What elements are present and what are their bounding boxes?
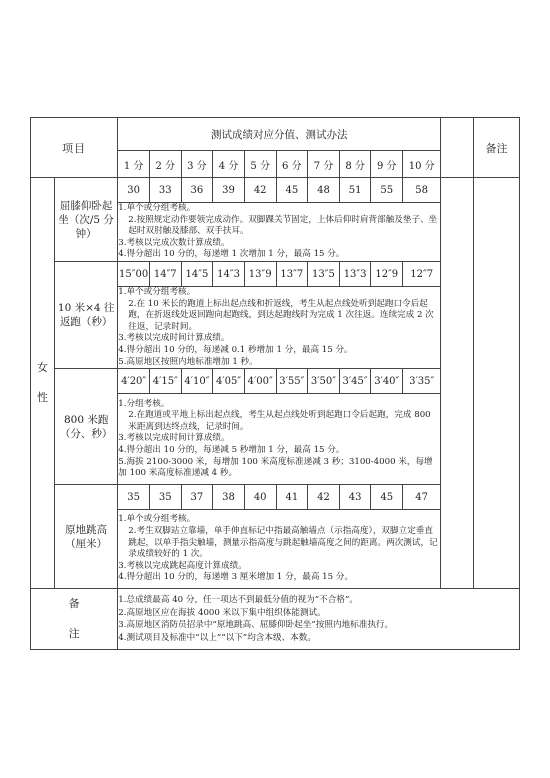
score-value: 4′10″ <box>181 369 213 394</box>
score-value: 35 <box>149 485 181 510</box>
method-line: 4.得分超出 10 分的，每递增 1 次增加 1 分，最高 15 分。 <box>118 249 345 260</box>
score-value: 3′55″ <box>276 369 308 394</box>
score-value: 3′45″ <box>339 369 371 394</box>
score-value: 45 <box>276 178 308 203</box>
score-value: 3′50″ <box>308 369 340 394</box>
test-name: 屈膝仰卧起坐（次/5 分钟） <box>55 178 118 262</box>
score-value: 40 <box>244 485 276 510</box>
method-line: 5.海拔 2100-3000 米，每增加 100 米高度标准递减 3 秒；3100-4000 米，每增加 100 米高度标准递减 4 秒。 <box>118 456 433 479</box>
score-value: 13″3 <box>339 262 371 287</box>
score-value: 48 <box>308 178 340 203</box>
score-value: 13″9 <box>244 262 276 287</box>
score-value: 15″00 <box>118 262 150 287</box>
method-line: 1.分组考核。 <box>118 398 170 409</box>
score-value: 42 <box>308 485 340 510</box>
score-value: 4′20″ <box>118 369 150 394</box>
score-value: 33 <box>149 178 181 203</box>
score-value: 4′15″ <box>149 369 181 394</box>
method-line: 1.单个或分组考核。 <box>118 203 196 214</box>
score-value: 51 <box>339 178 371 203</box>
score-header: 8 分 <box>339 151 371 178</box>
fitness-standards-table <box>30 117 520 650</box>
test-name: 800 米跑（分、秒） <box>55 369 118 485</box>
score-header: 7 分 <box>308 151 340 178</box>
test-name: 10 米×4 往返跑（秒） <box>55 262 118 369</box>
method-line: 3.考核以完成时间计算成绩。 <box>118 333 230 344</box>
score-value: 35 <box>118 485 150 510</box>
method-line: 5.高原地区按照内地标准增加 1 秒。 <box>118 356 258 367</box>
method-line: 2.在 10 米长的跑道上标出起点线和折返线，考生从起点线处听到起跑口令后起跑，在折返线处返回跑向起跑线，到达起跑线时为完成 1 次往返。连续完成 2 次往返，记录时间。 <box>128 298 434 332</box>
score-value: 47 <box>403 485 441 510</box>
method-line: 1.单个或分组考核。 <box>118 287 196 297</box>
score-value: 13″7 <box>276 262 308 287</box>
score-header: 6 分 <box>276 151 308 178</box>
method-line: 2.在跑道或平地上标出起点线，考生从起点线处听到起跑口令后起跑，完成 800 米距离到达终点线，记录时间。 <box>128 410 431 432</box>
score-value: 45 <box>371 485 403 510</box>
score-value: 58 <box>403 178 441 203</box>
score-value: 4′05″ <box>213 369 245 394</box>
header-blank-col <box>441 118 474 178</box>
test-method <box>118 510 441 589</box>
method-line: 2.按照规定动作要领完成动作。双脚踝关节固定，上体后仰时肩背部触及垫子、坐起时双肘触及膝部、双手扶耳。 <box>128 214 438 237</box>
method-line: 4.得分超出 10 分的，每递减 0.1 秒增加 1 分，最高 15 分。 <box>118 344 353 355</box>
notes-body <box>118 589 520 650</box>
score-value: 41 <box>276 485 308 510</box>
score-value: 14″7 <box>149 262 181 287</box>
note-line: 2.高原地区应在海拔 4000 米以下集中组织体能测试。 <box>118 607 326 618</box>
score-value: 39 <box>213 178 245 203</box>
method-line: 4.得分超出 10 分的，每递增 3 厘米增加 1 分，最高 15 分。 <box>118 572 354 583</box>
test-method <box>118 394 441 485</box>
score-value: 43 <box>339 485 371 510</box>
score-value: 14″5 <box>181 262 213 287</box>
method-line: 3.考核以完成时间计算成绩。 <box>118 433 230 444</box>
score-value: 4′00″ <box>244 369 276 394</box>
method-line: 4.得分超出 10 分的，每递减 5 秒增加 1 分，最高 15 分。 <box>118 444 345 455</box>
method-line: 3.考核以完成次数计算成绩。 <box>118 237 230 248</box>
test-method <box>118 287 441 369</box>
header-title: 测试成绩对应分值、测试办法 <box>118 118 441 151</box>
score-value: 30 <box>118 178 150 203</box>
header-remark: 备注 <box>474 118 520 178</box>
test-name: 原地跳高（厘米） <box>55 485 118 589</box>
score-header: 3 分 <box>181 151 213 178</box>
score-header: 10 分 <box>403 151 441 178</box>
score-header: 1 分 <box>118 151 150 178</box>
note-line: 3.高原地区消防员招录中“原地跳高、屈膝仰卧起坐”按照内地标准执行。 <box>118 620 394 631</box>
score-header: 4 分 <box>213 151 245 178</box>
score-header: 9 分 <box>371 151 403 178</box>
score-value: 55 <box>371 178 403 203</box>
note-line: 1.总成绩最高 40 分，任一项达不到最低分值的视为“不合格”。 <box>118 595 358 606</box>
header-item: 项目 <box>31 118 118 178</box>
right-blank-col <box>441 178 474 589</box>
score-value: 13″5 <box>308 262 340 287</box>
score-value: 3′40″ <box>371 369 403 394</box>
score-value: 3′35″ <box>403 369 441 394</box>
score-value: 12″7 <box>403 262 441 287</box>
note-line: 4.测试项目及标准中“以上”“以下”均含本级、本数。 <box>118 632 316 643</box>
score-value: 42 <box>244 178 276 203</box>
remark-cell <box>474 178 520 589</box>
method-line: 1.单个或分组考核。 <box>118 514 196 525</box>
score-value: 36 <box>181 178 213 203</box>
notes-label: 备 注 <box>31 589 118 650</box>
method-line: 3.考核以完成跳起高度计算成绩。 <box>118 560 247 571</box>
score-value: 38 <box>213 485 245 510</box>
score-header: 5 分 <box>244 151 276 178</box>
score-value: 14″3 <box>213 262 245 287</box>
score-value: 12″9 <box>371 262 403 287</box>
method-line: 2.考生双脚站立靠墙，单手伸直标记中指最高触墙点（示指高度），双脚立定垂直跳起，以单手指尖触墙，测量示指高度与跳起触墙高度之间的距离。两次测试，记录成绩较好的 1 次。 <box>128 525 438 560</box>
score-value: 37 <box>181 485 213 510</box>
test-method <box>118 203 441 262</box>
gender-label: 女 性 <box>31 178 55 589</box>
score-header: 2 分 <box>149 151 181 178</box>
